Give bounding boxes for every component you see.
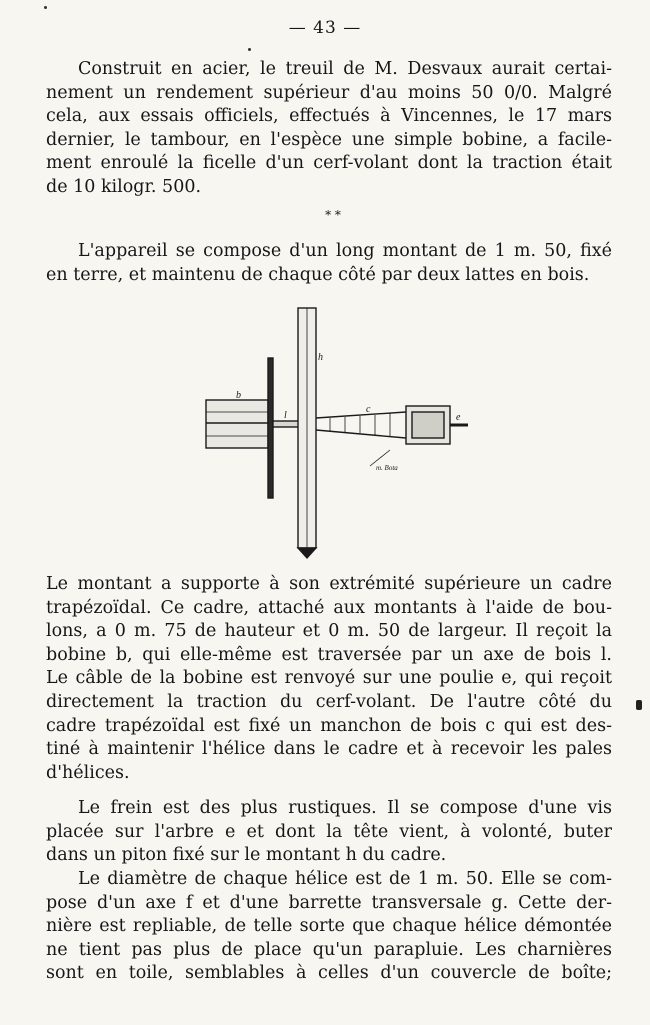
bobine-b bbox=[206, 400, 268, 448]
text-line: ment enroulé la ficelle d'un cerf-volant dont la traction était bbox=[46, 153, 612, 174]
text-line: d'hélices. bbox=[46, 762, 130, 783]
page-number: — 43 — bbox=[288, 18, 362, 38]
label-c: c bbox=[366, 404, 371, 415]
label-b: b bbox=[236, 390, 241, 401]
scan-speck bbox=[248, 48, 251, 51]
text-line: Le montant a supporte à son extrémité supérieure un cadre bbox=[46, 574, 612, 594]
text-line: Le diamètre de chaque hélice est de 1 m. 50. Elle se com- bbox=[78, 869, 612, 889]
text-line: Le câble de la bobine est renvoyé sur une poulie e, qui reçoit bbox=[46, 668, 612, 689]
text-line: placée sur l'arbre e et dont la tête vient, à volonté, buter bbox=[46, 821, 612, 842]
paragraph-appareil bbox=[46, 240, 612, 287]
scan-speck bbox=[44, 6, 47, 9]
text-line: L'appareil se compose d'un long montant de 1 m. 50, fixé bbox=[78, 241, 612, 261]
text-line: cadre trapézoïdal est fixé un manchon de bois c qui est des- bbox=[46, 715, 612, 736]
label-l: l bbox=[284, 410, 287, 421]
text-line: directement la traction du cerf-volant. De l'autre côté du bbox=[46, 691, 612, 712]
text-line: nière est repliable, de telle sorte que chaque hélice démontée bbox=[46, 916, 612, 937]
text-line: Le frein est des plus rustiques. Il se compose d'une vis bbox=[78, 798, 612, 818]
text-line: ne tient pas plus de place qu'un parapluie. Les charnières bbox=[46, 939, 612, 960]
winch-diagram-figure bbox=[200, 300, 480, 560]
text-line: tiné à maintenir l'hélice dans le cadre et à recevoir les pales bbox=[46, 739, 612, 760]
asterism-separator: * * bbox=[325, 208, 341, 222]
text-line: nement un rendement supérieur d'au moins 50 0/0. Malgré bbox=[46, 82, 612, 103]
text-line: pose d'un axe f et d'une barrette transversale g. Cette der- bbox=[46, 892, 612, 913]
paragraph-helice bbox=[46, 868, 612, 986]
text-line: bobine b, qui elle-même est traversée par un axe de bois l. bbox=[46, 644, 612, 665]
text-line: dernier, le tambour, en l'espèce une simple bobine, a facile- bbox=[46, 129, 612, 150]
paragraph-montant bbox=[46, 573, 612, 785]
engraver-signature: m. Bota bbox=[376, 464, 398, 472]
text-line: trapézoïdal. Ce cadre, attaché aux montants à l'aide de bou- bbox=[46, 597, 612, 618]
frame-plate bbox=[268, 358, 273, 498]
text-line: de 10 kilogr. 500. bbox=[46, 176, 202, 197]
text-line: en terre, et maintenu de chaque côté par deux lattes en bois. bbox=[46, 264, 590, 285]
text-line: cela, aux essais officiels, effectués à Vincennes, le 17 mars bbox=[46, 106, 612, 127]
label-e: e bbox=[456, 412, 461, 423]
scan-edge-mark bbox=[636, 700, 642, 710]
winch-diagram bbox=[200, 300, 480, 560]
paragraph-frein bbox=[46, 797, 612, 868]
label-h: h bbox=[318, 352, 323, 363]
text-line: Construit en acier, le treuil de M. Desvaux aurait certai- bbox=[78, 59, 612, 79]
text-line: sont en toile, semblables à celles d'un couvercle de boîte; bbox=[46, 963, 612, 984]
text-line: dans un piton fixé sur le montant h du cadre. bbox=[46, 845, 447, 866]
text-line: lons, a 0 m. 75 de hauteur et 0 m. 50 de largeur. Il reçoit la bbox=[46, 621, 612, 642]
paragraph-treuil bbox=[46, 58, 612, 200]
